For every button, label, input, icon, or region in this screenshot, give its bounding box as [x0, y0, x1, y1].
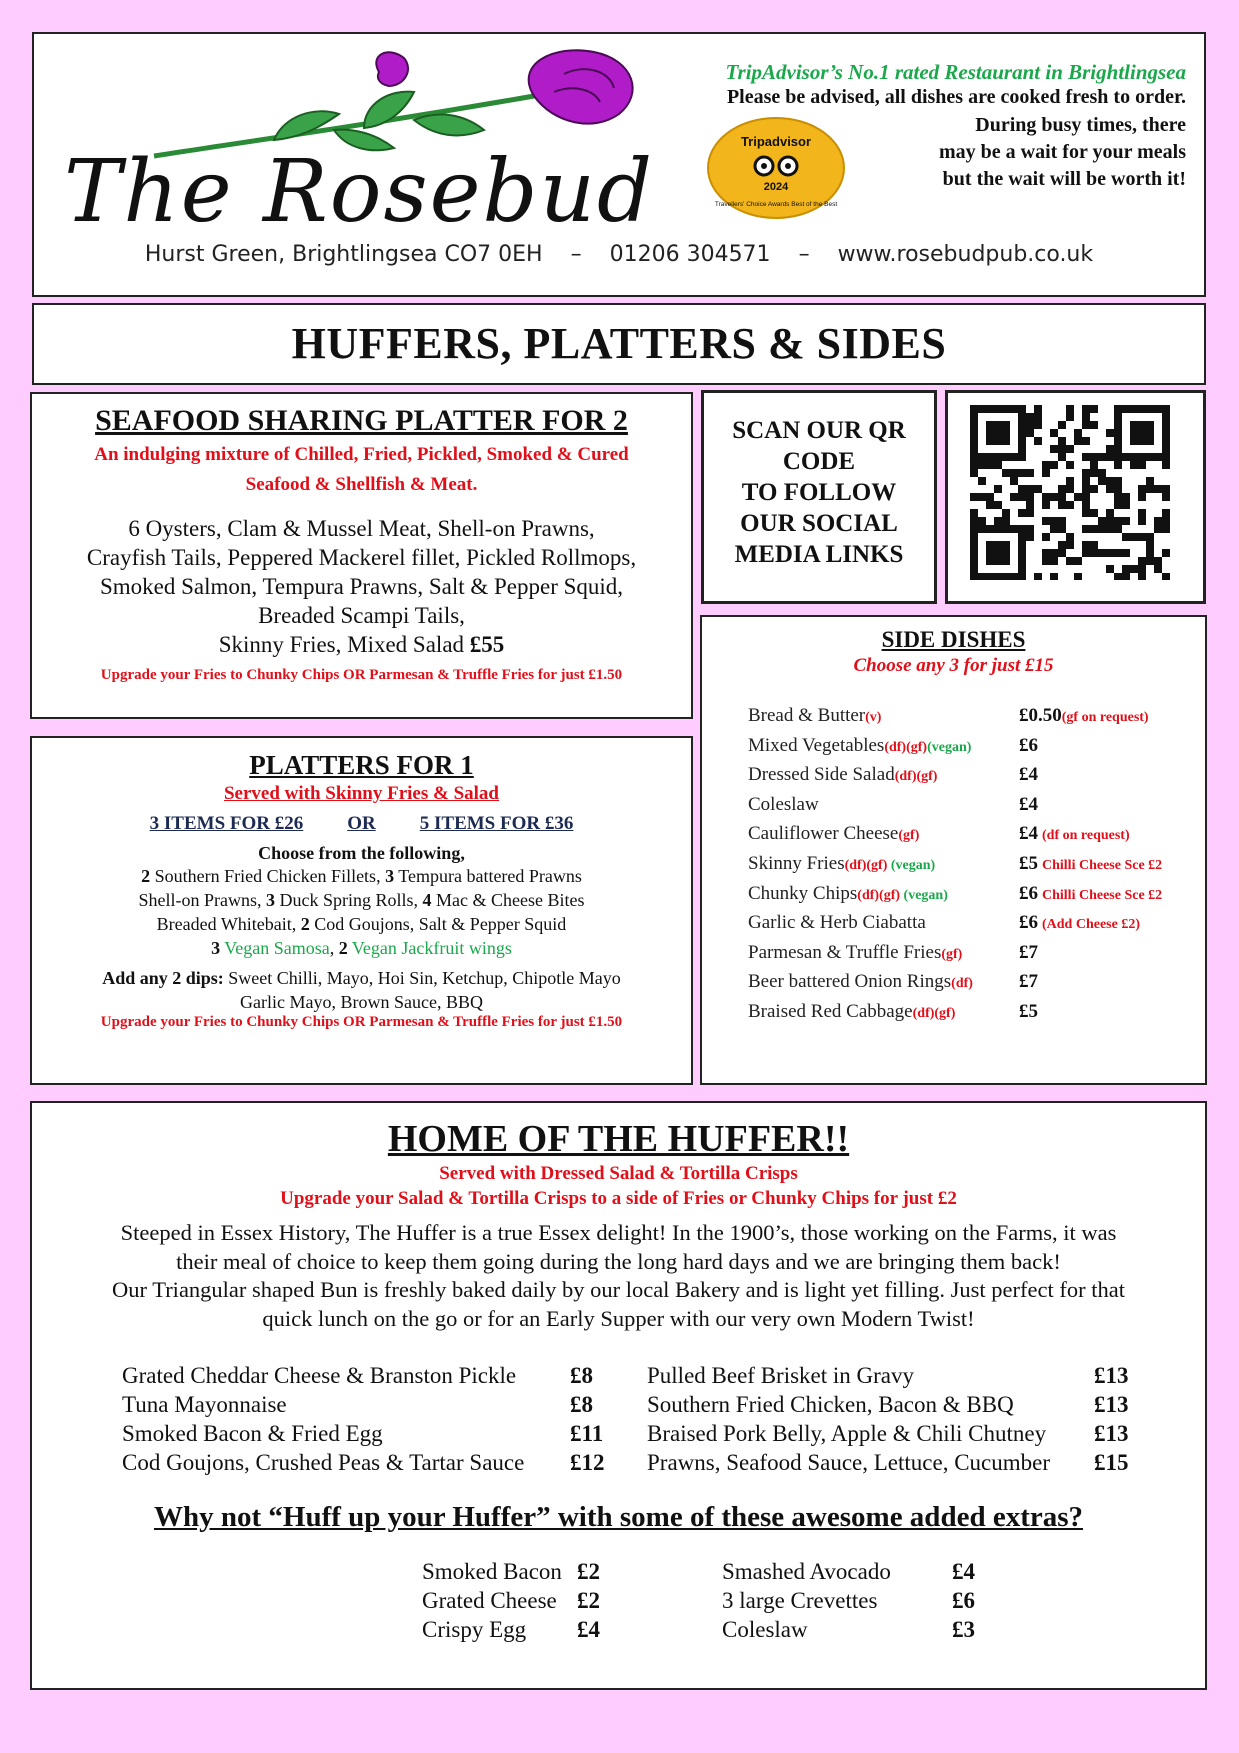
side-dish-note: (gf on request) [1061, 710, 1149, 725]
tripadvisor-rating-line: TripAdvisor’s No.1 rated Restaurant in Brightlingsea [725, 60, 1186, 84]
side-dish-price-cell [1019, 764, 1038, 786]
dietary-tag: (v) [865, 710, 882, 725]
platter-item-text: , [329, 938, 339, 958]
huffer-item [122, 1448, 605, 1477]
side-dish-row [748, 853, 1198, 883]
dietary-tag: (df) [951, 976, 973, 992]
extra-item-price: £2 [577, 1559, 600, 1584]
description-line: Steeped in Essex History, The Huffer is a true Essex delight! In the 1900’s, those working on the Farms, it was [120, 1220, 1117, 1245]
wait-notice [886, 112, 1186, 193]
huffer-item [647, 1419, 1129, 1448]
vegan-item: Vegan Samosa [220, 938, 330, 958]
items-line: Crayfish Tails, Peppered Mackerel fillet, Pickled Rollmops, [86, 545, 637, 570]
platters-item-list [32, 864, 691, 960]
huffer-item [647, 1390, 1129, 1419]
qr-line: TO FOLLOW [741, 479, 897, 506]
side-dish-row [748, 764, 1198, 794]
huffer-item [647, 1448, 1129, 1477]
side-dish-name-cell [748, 912, 1019, 934]
extra-item [422, 1586, 600, 1615]
huffer-menu-left [122, 1361, 605, 1477]
extra-item-name: Smashed Avocado [722, 1559, 891, 1584]
side-dish-row [748, 912, 1198, 942]
platters-dips [32, 966, 691, 1014]
side-dish-name: Garlic & Herb Ciabatta [748, 912, 926, 934]
page-title: HUFFERS, PLATTERS & SIDES [291, 319, 947, 368]
platter-item-text: Shell-on Prawns, [138, 890, 266, 910]
extra-item-price: £4 [952, 1559, 975, 1584]
restaurant-logo-text: The Rosebud [64, 142, 655, 242]
platter-item-text: Duck Spring Rolls, [275, 890, 423, 910]
side-dish-price: £5 [1019, 852, 1038, 874]
option-three-items: 3 ITEMS FOR £26 [149, 813, 304, 834]
platters-upgrade-note: Upgrade your Fries to Chunky Chips OR Parmesan & Truffle Fries for just £1.50 [100, 1014, 623, 1030]
side-dish-price: £6 [1019, 882, 1038, 904]
huffer-description [32, 1219, 1205, 1333]
extra-item [722, 1586, 975, 1615]
extra-item-name: Coleslaw [722, 1617, 808, 1642]
side-dish-name: Dressed Side Salad [748, 764, 895, 786]
side-dishes-list [748, 705, 1198, 1031]
qr-line: CODE [782, 448, 856, 475]
side-dish-price-cell [1019, 705, 1149, 727]
side-dish-price: £7 [1019, 941, 1038, 963]
side-dish-note: (Add Cheese £2) [1042, 917, 1140, 933]
extra-item-price: £2 [577, 1588, 600, 1613]
side-dish-name: Cauliflower Cheese [748, 823, 899, 845]
wait-line: During busy times, there [975, 114, 1186, 136]
side-dish-name: Bread & Butter [748, 705, 866, 726]
platter-item-line [32, 864, 691, 888]
description-line: quick lunch on the go or for an Early Supper with our very own Modern Twist! [262, 1305, 975, 1331]
huffer-section [30, 1101, 1207, 1690]
items-last-line: Skinny Fries, Mixed Salad [218, 632, 465, 657]
side-dish-row [748, 942, 1198, 972]
platter-item-text: Breaded Whitebait, [156, 914, 301, 934]
huffer-item-price: £15 [1094, 1450, 1129, 1475]
side-dish-name-cell [748, 794, 1019, 816]
extra-item [422, 1615, 600, 1644]
extras-list-left [422, 1557, 600, 1644]
side-dish-row [748, 883, 1198, 913]
huffer-item-price: £13 [1094, 1421, 1129, 1446]
dietary-tag: (df)(gf) [912, 1005, 956, 1021]
dietary-tag: (gf) [898, 828, 920, 844]
qr-line: SCAN OUR QR [732, 417, 906, 444]
dips-label: Add any 2 dips: [102, 968, 224, 988]
huffer-item-price: £13 [1094, 1392, 1129, 1417]
side-dish-name-cell [748, 764, 1019, 786]
side-dish-row [748, 1001, 1198, 1031]
tripadvisor-award-badge-icon [706, 116, 846, 220]
seafood-platter-section [30, 392, 693, 719]
description-line: Our Triangular shaped Bun is freshly baked daily by our local Bakery and is light yet filling. Just perfect for that [112, 1277, 1125, 1302]
huffer-item-price: £11 [570, 1421, 604, 1446]
dietary-tag: (vegan) [900, 887, 948, 903]
dietary-tag: (vegan) [927, 739, 972, 755]
separator: – [570, 242, 582, 267]
huffer-item-price: £8 [570, 1363, 593, 1388]
side-dish-name-cell [748, 823, 1019, 845]
side-dish-row [748, 705, 1198, 735]
platters-price-options [32, 813, 691, 835]
side-dish-row [748, 735, 1198, 765]
items-line: Smoked Salmon, Tempura Prawns, Salt & Pepper Squid, [99, 574, 624, 599]
platter-item-text: Tempura battered Prawns [394, 866, 582, 886]
extra-item [722, 1615, 975, 1644]
side-dish-row [748, 971, 1198, 1001]
subtitle-line: An indulging mixture of Chilled, Fried, Pickled, Smoked & Cured [94, 444, 629, 465]
side-dish-name: Braised Red Cabbage [748, 1000, 913, 1022]
extra-item-price: £4 [577, 1617, 600, 1642]
side-dish-price: £4 [1019, 823, 1038, 845]
advice-line: Please be advised, all dishes are cooked fresh to order. [726, 86, 1186, 108]
huffer-item-name: Southern Fried Chicken, Bacon & BBQ [647, 1392, 1014, 1417]
platter-item-count: 4 [422, 890, 432, 910]
qr-code-icon[interactable] [970, 405, 1170, 580]
dietary-tag: (vegan) [887, 857, 936, 873]
huffer-item-name: Prawns, Seafood Sauce, Lettuce, Cucumber [647, 1450, 1051, 1475]
side-dish-name-cell [748, 735, 1019, 757]
huffer-title: HOME OF THE HUFFER!! [387, 1118, 850, 1160]
qr-instructions-box [701, 390, 937, 604]
page-title-box [32, 303, 1206, 385]
side-dish-name: Beer battered Onion Rings [748, 971, 952, 993]
platter-item-text: Cod Goujons, Salt & Pepper Squid [309, 914, 567, 934]
dietary-tag: (df)(gf) [857, 887, 901, 903]
extras-title: Why not “Huff up your Huffer” with some of these awesome added extras? [153, 1501, 1084, 1533]
side-dish-name: Parmesan & Truffle Fries [748, 941, 942, 963]
qr-code-box[interactable] [945, 390, 1206, 604]
side-dish-name-cell [748, 942, 1019, 964]
huffer-item [647, 1361, 1129, 1390]
description-line: their meal of choice to keep them going during the long hard days and we are bringing them back! [176, 1248, 1061, 1274]
badge-year: 2024 [763, 181, 789, 193]
huffer-item-name: Tuna Mayonnaise [122, 1392, 287, 1417]
qr-instructions [704, 415, 934, 570]
qr-line: OUR SOCIAL [740, 510, 898, 537]
contact-line [34, 242, 1204, 267]
platters-title: PLATTERS FOR 1 [249, 750, 474, 780]
option-five-items: 5 ITEMS FOR £36 [419, 813, 574, 834]
side-dish-price-cell [1019, 735, 1038, 757]
huffer-served-with: Served with Dressed Salad & Tortilla Crisps [439, 1163, 798, 1184]
extra-item-name: Grated Cheese [422, 1588, 557, 1613]
seafood-platter-title: SEAFOOD SHARING PLATTER FOR 2 [95, 404, 628, 437]
side-dish-name: Mixed Vegetables [748, 734, 885, 756]
side-dish-row [748, 794, 1198, 824]
separator: – [798, 242, 810, 267]
huffer-item-price: £8 [570, 1392, 593, 1417]
option-or: OR [347, 813, 376, 834]
platter-item-count: 2 [300, 914, 310, 934]
extra-item [722, 1557, 975, 1586]
platter-item-text: Mac & Cheese Bites [431, 890, 585, 910]
side-dish-name: Chunky Chips [748, 882, 858, 904]
platter-item-line [32, 888, 691, 912]
huffer-item [122, 1390, 605, 1419]
dietary-tag: (df)(gf) [844, 857, 888, 873]
huffer-item-name: Braised Pork Belly, Apple & Chili Chutney [647, 1421, 1047, 1446]
side-dish-name-cell [748, 705, 1019, 727]
side-dish-note: (df on request) [1042, 828, 1130, 844]
side-dish-name-cell [748, 1001, 1019, 1023]
side-dish-name-cell [748, 853, 1019, 875]
side-dish-price-cell [1019, 942, 1038, 964]
huffer-upgrade-note: Upgrade your Salad & Tortilla Crisps to a side of Fries or Chunky Chips for just £2 [280, 1188, 957, 1209]
side-dish-price: £7 [1019, 971, 1038, 993]
platter-item-count: 3 [211, 938, 221, 958]
header-box [32, 32, 1206, 297]
side-dish-name-cell [748, 971, 1019, 993]
huffer-item-name: Grated Cheddar Cheese & Branston Pickle [122, 1363, 517, 1388]
side-dish-price: £4 [1019, 764, 1038, 786]
wait-line: may be a wait for your meals [938, 141, 1186, 163]
platters-choose-label: Choose from the following, [258, 843, 465, 863]
seafood-upgrade-note: Upgrade your Fries to Chunky Chips OR Parmesan & Truffle Fries for just £1.50 [100, 667, 623, 683]
side-dish-price-cell [1019, 883, 1162, 905]
huffer-item-price: £13 [1094, 1363, 1129, 1388]
side-dish-price-cell [1019, 823, 1130, 845]
dietary-tag: (df)(gf) [894, 769, 938, 785]
address: Hurst Green, Brightlingsea CO7 0EH [144, 242, 543, 267]
side-dishes-section [700, 615, 1207, 1085]
qr-line: MEDIA LINKS [734, 541, 904, 568]
side-dish-price: £6 [1019, 734, 1038, 756]
side-dish-price: £5 [1019, 1000, 1038, 1022]
platter-item-count: 2 [338, 938, 348, 958]
side-dish-name: Skinny Fries [748, 852, 845, 874]
platter-item-line [32, 912, 691, 936]
phone-number[interactable]: 01206 304571 [609, 242, 771, 267]
extra-item-price: £6 [952, 1588, 975, 1613]
items-line [32, 630, 691, 659]
huffer-item-name: Cod Goujons, Crushed Peas & Tartar Sauce [122, 1450, 525, 1475]
platter-item-count: 2 [141, 866, 151, 886]
platter-item-text: Southern Fried Chicken Fillets, [150, 866, 386, 886]
seafood-platter-items [32, 514, 691, 659]
badge-brand: Tripadvisor [740, 134, 812, 149]
platter-item-count: 3 [266, 890, 275, 910]
extra-item [422, 1557, 600, 1586]
dietary-tag: (df)(gf) [884, 739, 928, 755]
side-dish-name: Coleslaw [748, 793, 819, 815]
side-dish-note: Chilli Cheese Sce £2 [1042, 887, 1163, 903]
huffer-menu-right [647, 1361, 1129, 1477]
extras-list-right [722, 1557, 975, 1644]
huffer-item [122, 1361, 605, 1390]
side-dish-price-cell [1019, 853, 1162, 875]
side-dish-price-cell [1019, 1001, 1038, 1023]
seafood-platter-subtitle [32, 440, 691, 500]
wait-line: but the wait will be worth it! [942, 168, 1186, 190]
extra-item-name: 3 large Crevettes [722, 1588, 878, 1613]
side-dish-price: £4 [1019, 793, 1038, 815]
platter-item-line [32, 936, 691, 960]
side-dish-price-cell [1019, 971, 1038, 993]
items-line: Breaded Scampi Tails, [258, 603, 465, 628]
platters-for-one-section [30, 736, 693, 1085]
side-dish-row [748, 823, 1198, 853]
badge-award: Travellers' Choice Awards Best of the Best [714, 201, 838, 208]
items-line: 6 Oysters, Clam & Mussel Meat, Shell-on Prawns, [128, 516, 595, 541]
platters-served-with: Served with Skinny Fries & Salad [223, 783, 499, 804]
extra-item-price: £3 [952, 1617, 975, 1642]
side-dish-note: Chilli Cheese Sce £2 [1042, 857, 1163, 873]
dips-line: Sweet Chilli, Mayo, Hoi Sin, Ketchup, Chipotle Mayo [223, 968, 621, 988]
seafood-platter-price: £55 [469, 632, 505, 657]
side-dish-price-cell [1019, 794, 1038, 816]
platter-item-count: 3 [385, 866, 395, 886]
side-dish-price: £0.50 [1019, 705, 1062, 726]
extra-item-name: Crispy Egg [422, 1617, 527, 1642]
huffer-item-name: Pulled Beef Brisket in Gravy [647, 1363, 915, 1388]
side-dish-price-cell [1019, 912, 1140, 934]
huffer-item [122, 1419, 605, 1448]
dips-line: Garlic Mayo, Brown Sauce, BBQ [240, 992, 483, 1012]
vegan-item: Vegan Jackfruit wings [347, 938, 512, 958]
side-dishes-offer: Choose any 3 for just £15 [853, 655, 1054, 676]
subtitle-line: Seafood & Shellfish & Meat. [245, 474, 478, 495]
side-dish-name-cell [748, 883, 1019, 905]
extra-item-name: Smoked Bacon [422, 1559, 562, 1584]
huffer-item-name: Smoked Bacon & Fried Egg [122, 1421, 383, 1446]
dietary-tag: (gf) [941, 946, 963, 962]
side-dish-price: £6 [1019, 912, 1038, 934]
huffer-item-price: £12 [570, 1450, 605, 1475]
website-link[interactable]: www.rosebudpub.co.uk [837, 242, 1094, 267]
side-dishes-title: SIDE DISHES [881, 627, 1026, 652]
